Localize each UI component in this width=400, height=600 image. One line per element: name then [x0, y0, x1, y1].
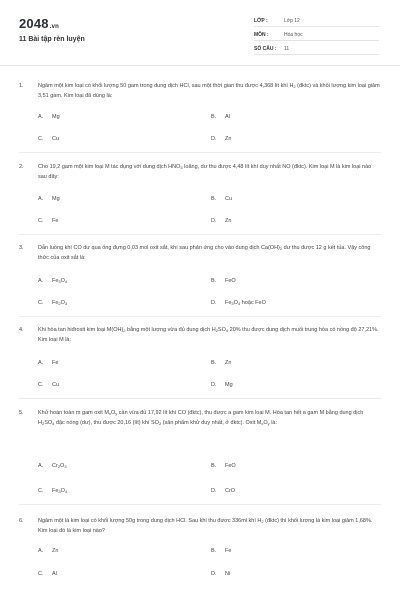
- question-divider: [19, 152, 381, 153]
- answer-option-key: C.: [38, 136, 44, 142]
- answer-option-key: D.: [211, 382, 217, 388]
- answer-option-text: Zn: [225, 360, 232, 366]
- answer-option-key: D.: [211, 488, 217, 494]
- answer-option[interactable]: [38, 196, 60, 202]
- answer-option-key: B.: [211, 360, 217, 366]
- answer-option-text: Zn: [225, 136, 232, 142]
- answer-option-text: Fe: [225, 548, 232, 554]
- answer-option-key: A.: [38, 114, 44, 120]
- answer-option[interactable]: [211, 136, 231, 142]
- question-stem: Ngâm một kim loại có khối lượng 50 gam trong dung dịch HCl, sau một thời gian thu được 4,368 lít khí $H_2$ (đktc) và khối lượng kim loại giảm 3,51 gam. Kim loại đã dùng là:: [38, 83, 380, 99]
- answer-option-text: Mg: [52, 114, 60, 120]
- answer-option[interactable]: [38, 360, 58, 366]
- question-number: 4.: [19, 327, 24, 333]
- answer-option-text: Ni: [225, 571, 231, 577]
- question-number: 2.: [19, 164, 24, 170]
- answer-option[interactable]: [211, 218, 231, 224]
- answer-option-text: Al: [52, 571, 57, 577]
- answer-option-key: B.: [211, 278, 217, 284]
- question-divider: [19, 316, 381, 317]
- answer-option[interactable]: [211, 488, 235, 494]
- answer-option-text: FeO: [225, 278, 236, 284]
- answer-option[interactable]: [211, 278, 236, 284]
- answer-option-text: Mg: [52, 196, 60, 202]
- answer-option-text: Mg: [225, 382, 233, 388]
- meta-question-count: [254, 44, 379, 55]
- answer-option-key: C.: [38, 382, 44, 388]
- answer-option[interactable]: [211, 300, 266, 306]
- question-stem: Ngâm một lá kim loại có khối lượng 50g trong dung dịch HCl. Sau khi thu được 336ml khí $H_2$ (đktc) thì khối lượng lá kim loại giảm 1,68%. Kim loại đó là kim loại nào?: [38, 518, 373, 534]
- question-divider: [19, 234, 381, 235]
- answer-option[interactable]: [38, 382, 59, 388]
- answer-option[interactable]: [211, 196, 232, 202]
- answer-option[interactable]: [38, 463, 67, 469]
- question-stem: Dẫn luồng khí CO dư qua ống đựng 0,03 mol oxit sắt, khí sau phản ứng cho vào dung dịch $Ca(OH)_2$ dư thu được 12 g kết tủa. Vậy công thức của oxit sắt là:: [38, 245, 371, 261]
- answer-option-key: C.: [38, 571, 44, 577]
- answer-option[interactable]: [38, 300, 67, 306]
- question-number: 3.: [19, 245, 24, 251]
- answer-option-key: D.: [211, 300, 217, 306]
- answer-option[interactable]: [38, 114, 60, 120]
- answer-option-text: $Fe_3O_4$: [52, 488, 68, 494]
- answer-option-text: Fe: [52, 218, 59, 224]
- question-stem: Khi hòa tan hiđroxit kim loại $M(OH)_2$ bằng một lượng vừa đủ dung dịch $H_2SO_4$ 20% thu được dung dịch muối trung hòa có nồng độ 27,21%. Kim loại M là:: [38, 327, 379, 343]
- question-number: 1.: [19, 83, 24, 89]
- answer-option-key: B.: [211, 548, 217, 554]
- answer-option-text: Cu: [52, 382, 60, 388]
- answer-option[interactable]: [211, 571, 230, 577]
- answer-option-text: $Cr_2O_3$: [52, 463, 67, 469]
- question-divider: [19, 504, 381, 505]
- answer-option[interactable]: [211, 114, 230, 120]
- answer-option[interactable]: [38, 488, 67, 494]
- meta-subject: [254, 30, 379, 41]
- answer-option-text: $Fe_3O_4$ hoặc FeO: [225, 300, 266, 306]
- answer-option[interactable]: [211, 382, 233, 388]
- header-divider: [0, 65, 400, 66]
- answer-option-text: FeO: [225, 463, 236, 469]
- answer-option-text: Cu: [52, 136, 60, 142]
- answer-option-text: Zn: [52, 548, 59, 554]
- site-logo[interactable]: [19, 16, 59, 31]
- answer-option-key: C.: [38, 218, 44, 224]
- meta-subject-label: MÔN :: [254, 32, 269, 38]
- meta-subject-value: Hóa học: [284, 32, 303, 38]
- question-number: 6.: [19, 518, 24, 524]
- question-divider: [19, 398, 381, 399]
- meta-question-count-label: SỐ CÂU :: [254, 46, 277, 52]
- answer-option-key: D.: [211, 571, 217, 577]
- answer-option-key: B.: [211, 114, 217, 120]
- answer-option[interactable]: [38, 571, 57, 577]
- answer-option-key: A.: [38, 196, 44, 202]
- answer-option[interactable]: [38, 548, 58, 554]
- answer-option[interactable]: [38, 218, 58, 224]
- worksheet-header: [0, 0, 400, 62]
- answer-option-text: CrO: [225, 488, 236, 494]
- answer-option-key: A.: [38, 548, 44, 554]
- answer-option[interactable]: [211, 360, 231, 366]
- answer-option[interactable]: [211, 548, 231, 554]
- question-stem: Khử hoàn toàn m gam oxit $M_xO_y$ cần vừa đủ 17,92 lít khí CO (đktc), thu được a gam kim loại M. Hòa tan hết a gam M bằng dung dịch $H_2SO_4$ đặc nóng (dư), thu được 20,16 (lít) khí $SO_2$ (sản phẩm khử duy nhất, ở đktc). Oxit $M_xO_y$ là:: [38, 410, 364, 426]
- answer-option-text: $Fe_2O_3$: [52, 300, 68, 306]
- answer-option-text: Cu: [225, 196, 233, 202]
- answer-option-text: $Fe_3O_4$: [52, 278, 68, 284]
- answer-option-key: B.: [211, 196, 217, 202]
- answer-option-key: A.: [38, 278, 44, 284]
- meta-class-label: LỚP :: [254, 18, 268, 24]
- answer-option[interactable]: [211, 463, 236, 469]
- answer-option-key: A.: [38, 360, 44, 366]
- answer-option-key: B.: [211, 463, 217, 469]
- worksheet-title: 11 Bài tập rèn luyện: [19, 36, 85, 43]
- logo-suffix: .vn: [49, 24, 60, 30]
- answer-option[interactable]: [38, 136, 59, 142]
- answer-option[interactable]: [38, 278, 67, 284]
- answer-option-key: D.: [211, 136, 217, 142]
- meta-class: [254, 16, 379, 27]
- answer-option-key: D.: [211, 218, 217, 224]
- answer-option-key: A.: [38, 463, 44, 469]
- logo-text: 2048: [19, 16, 49, 31]
- question-number: 5.: [19, 410, 24, 416]
- question-stem: Cho 19,2 gam một kim loại M tác dụng với dung dịch $HNO_3$ loãng, dư thu được 4,48 lít khí duy nhất NO (đktc). Kim loại M là kim loại nào sau đây:: [38, 164, 372, 180]
- meta-class-value: Lớp 12: [284, 18, 300, 24]
- answer-option-text: Al: [225, 114, 230, 120]
- meta-question-count-value: 11: [284, 46, 290, 52]
- answer-option-key: C.: [38, 488, 44, 494]
- answer-option-text: Fe: [52, 360, 59, 366]
- answer-option-text: Zn: [225, 218, 232, 224]
- answer-option-key: C.: [38, 300, 44, 306]
